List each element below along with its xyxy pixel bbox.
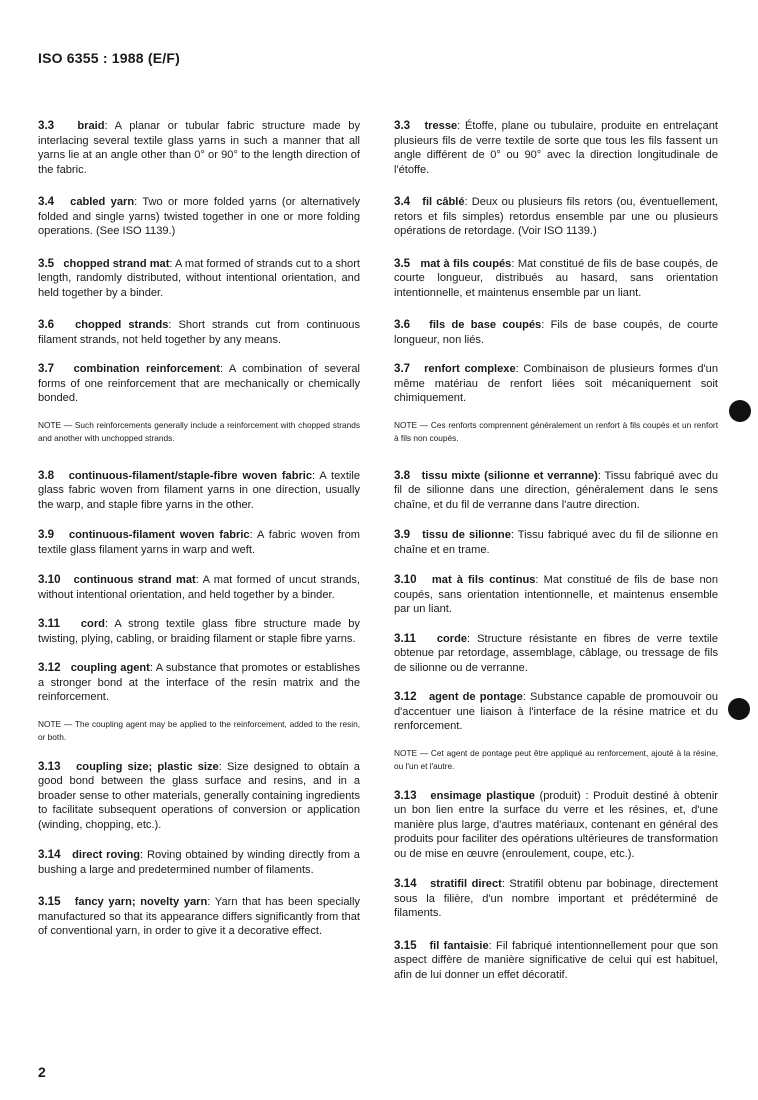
entry-term: renfort complexe	[424, 363, 516, 375]
entry-3-8-fr	[394, 469, 718, 513]
entry-term: stratifil direct	[430, 878, 502, 890]
entry-term: coupling agent	[70, 662, 150, 674]
entry-3-7-en	[38, 362, 360, 406]
entry-definition: : A substance that promotes or establishes a stronger bond at the interface of the resin matrix and the reinforcement.	[38, 662, 361, 703]
entry-3-15-en	[38, 895, 360, 939]
entry-term: ensimage plastique	[430, 789, 535, 802]
entry-definition: : A strong textile glass fibre structure made by twisting, plying, cabling, or braiding filament or staple fibre yarns.	[38, 618, 360, 645]
entry-number: 3.7	[38, 362, 55, 375]
entry-definition: : Yarn that has been specially manufactured so that its appearance differs significantly from that of conventional yarn, in order to give it a decorative effect.	[38, 896, 360, 937]
entry-number: 3.13	[38, 759, 61, 773]
entry-3-4-en	[38, 195, 360, 239]
entry-term: chopped strands	[75, 319, 169, 331]
entry-term: continuous-filament woven fabric	[68, 529, 250, 541]
entry-definition: : Deux ou plusieurs fils retors (ou, éventuellement, retors et fils simples) retordus ensemble par une ou plusieurs opérations de retordage. (Voir ISO 1139.)	[394, 196, 718, 237]
entry-3-12-fr	[394, 690, 718, 734]
entry-number: 3.6	[394, 318, 411, 331]
entry-number: 3.13	[394, 788, 417, 802]
entry-definition: : A fabric woven from textile glass filament yarns in warp and weft.	[38, 529, 361, 556]
entry-3-9-en	[38, 528, 360, 557]
entry-3-8-en	[38, 469, 360, 513]
entry-term: corde	[436, 632, 468, 645]
entry-3-10-fr	[394, 573, 718, 617]
entry-number: 3.12	[38, 661, 61, 674]
note-3-7-en: NOTE — Such reinforcements generally include a reinforcement with chopped strands and another with unchopped strands.	[38, 419, 360, 443]
entry-term: coupling size; plastic size	[76, 760, 219, 773]
entry-3-14-fr	[394, 877, 718, 921]
entry-3-5-fr	[394, 257, 718, 301]
entry-definition: : Short strands cut from continuous filament strands, not held together by any means.	[38, 319, 360, 346]
entry-definition: : A mat formed of strands cut to a short length, randomly distributed, without intentional orientation, and held together by a binder.	[38, 257, 360, 299]
entry-definition: : Mat constitué de fils de base coupés, de courte longueur, distribués au hasard, sans orientation intentionnelle, et maintenus ensemble par un liant.	[394, 257, 719, 299]
entry-definition: : Combinaison de plusieurs formes d'un même matériau de renfort liées soit mécaniquement soit chimiquement.	[394, 363, 718, 404]
entry-3-15-fr	[394, 939, 718, 983]
entry-definition: : A combination of several forms of one reinforcement that are mechanically or chemically bonded.	[38, 363, 360, 404]
entry-number: 3.4	[394, 195, 411, 208]
entry-term: fils de base coupés	[429, 319, 542, 331]
entry-number: 3.10	[394, 573, 417, 586]
entry-term: fil fantaisie	[429, 939, 489, 952]
entry-3-6-fr	[394, 318, 718, 347]
entry-definition: : Tissu fabriqué avec du fil de silionne dans une direction, généralement dans le sens chaîne, et du fil de verranne dans l'autre direction.	[394, 469, 718, 511]
entry-number: 3.3	[38, 119, 55, 132]
entry-term: mat à fils continus	[431, 574, 536, 586]
entry-number: 3.5	[38, 256, 55, 270]
entry-number: 3.7	[394, 362, 411, 375]
entry-definition: : A planar or tubular fabric structure made by interlacing several textile glass yarns in such a manner that all yarns lie at an angle other than 0° or 90° to the length direction of the fabric.	[38, 120, 360, 176]
entry-definition: : Tissu fabriqué avec du fil de silionne en chaîne et en trame.	[394, 529, 718, 556]
entry-term: agent de pontage	[428, 691, 523, 703]
entry-definition: : Size designed to obtain a good bond between the glass surface and resins, and in a broader sense to other materials, generally containing ingredients to facilitate subsequent operations of conversion or application (winding, chopping, etc.).	[38, 760, 360, 831]
entry-3-13-fr	[394, 789, 718, 862]
entry-number: 3.8	[394, 468, 411, 482]
note-3-12-fr: NOTE — Cet agent de pontage peut être appliqué au renforcement, ajouté à la résine, ou l'un et l'autre.	[394, 747, 718, 771]
entry-3-11-en	[38, 617, 360, 646]
entry-definition: : Structure résistante en fibres de verre textile obtenue par retordage, assemblage, câblage, ou tressage de fils de silionne ou de verranne.	[394, 632, 719, 674]
entry-term: fancy yarn; novelty yarn	[74, 896, 208, 908]
entry-definition: : Substance capable de promouvoir ou d'accentuer une liaison à l'interface de la résine matrice et du renforcement.	[394, 691, 718, 732]
entry-definition: : A textile glass fabric woven from filament yarns in one direction, usually the warp, and staple fibre yarns in the other.	[38, 469, 361, 511]
entry-term: fil câblé	[422, 196, 465, 208]
entry-3-7-fr	[394, 362, 718, 406]
entry-3-6-en	[38, 318, 360, 347]
entry-number: 3.8	[38, 468, 55, 482]
entry-number: 3.9	[394, 528, 411, 541]
entry-term: mat à fils coupés	[420, 257, 512, 270]
entry-definition: (produit) : Produit destiné à obtenir un bon lien entre la surface du verre et les résines, et, d'une manière plus large, d'autres matériaux, contenant en général des produits pour faciliter des opérations ultérieures de transformation ou de mise en œuvre (enroulement, coupe, etc.).	[394, 789, 718, 860]
entry-definition: : Roving obtained by winding directly from a bushing a large and predetermined number of filaments.	[38, 849, 360, 876]
entry-definition: : Fil fabriqué intentionnellement pour que son aspect diffère de manière significative de celui qui est habituel, afin de lui donner un effet décoratif.	[394, 939, 718, 981]
entry-number: 3.3	[394, 119, 411, 132]
entry-term: chopped strand mat	[63, 257, 170, 270]
entry-number: 3.11	[394, 631, 416, 645]
entry-term: continuous strand mat	[73, 574, 196, 586]
entry-definition: : A mat formed of uncut strands, without intentional orientation, and held together by a binder.	[38, 574, 361, 601]
entry-number: 3.11	[38, 617, 60, 630]
entry-term: cabled yarn	[70, 196, 135, 208]
entry-term: braid	[77, 120, 105, 132]
page-number: 2	[38, 1064, 46, 1080]
punch-hole-mark	[728, 698, 750, 720]
english-column	[38, 119, 360, 939]
entry-term: tissu mixte (silionne et verranne)	[421, 469, 598, 482]
note-3-7-fr: NOTE — Ces renforts comprennent généralement un renfort à fils coupés et un renfort à fils non coupés.	[394, 419, 718, 443]
entry-3-9-fr	[394, 528, 718, 557]
note-3-12-en: NOTE — The coupling agent may be applied to the reinforcement, added to the resin, or both.	[38, 718, 360, 742]
entry-3-5-en	[38, 257, 360, 301]
entry-term: combination reinforcement	[73, 363, 220, 375]
entry-number: 3.15	[394, 938, 417, 952]
document-header: ISO 6355 : 1988 (E/F)	[38, 50, 180, 66]
entry-definition: : Mat constitué de fils de base non coupés, sans orientation intentionnelle, et maintenus ensemble par un liant.	[394, 574, 718, 615]
entry-number: 3.10	[38, 573, 61, 586]
entry-term: tresse	[424, 120, 458, 132]
entry-number: 3.5	[394, 256, 411, 270]
entry-number: 3.14	[38, 848, 61, 861]
entry-term: continuous-filament/staple-fibre woven fabric	[68, 469, 313, 482]
entry-number: 3.4	[38, 195, 55, 208]
entry-3-10-en	[38, 573, 360, 602]
entry-number: 3.15	[38, 895, 61, 908]
entry-definition: : Stratifil obtenu par bobinage, directement sous la filière, d'un nombre important et prédéterminé de filaments.	[394, 878, 719, 919]
entry-3-14-en	[38, 848, 360, 877]
entry-3-3-fr	[394, 119, 718, 177]
entry-3-3-en	[38, 119, 360, 177]
entry-definition: : Étoffe, plane ou tubulaire, produite en entrelaçant plusieurs fils de verre textile de sorte que tous les fils fassent un angle différent de 0° ou 90° avec la direction longitudinale de l'étoffe.	[394, 120, 719, 176]
entry-number: 3.9	[38, 528, 55, 541]
entry-term: cord	[80, 618, 105, 630]
entry-3-13-en	[38, 760, 360, 833]
entry-term: tissu de silionne	[422, 529, 511, 541]
entry-number: 3.6	[38, 318, 55, 331]
punch-hole-mark	[729, 400, 751, 422]
entry-3-4-fr	[394, 195, 718, 239]
french-column	[394, 119, 718, 982]
entry-term: direct roving	[72, 849, 141, 861]
entry-3-11-fr	[394, 632, 718, 676]
entry-definition: : Two or more folded yarns (or alternatively folded and single yarns) twisted together in one or more folding operations. (See ISO 1139.)	[38, 196, 360, 237]
entry-number: 3.12	[394, 690, 417, 703]
entry-number: 3.14	[394, 877, 417, 890]
entry-3-12-en	[38, 661, 360, 705]
entry-definition: : Fils de base coupés, de courte longueur, non liés.	[394, 319, 718, 346]
